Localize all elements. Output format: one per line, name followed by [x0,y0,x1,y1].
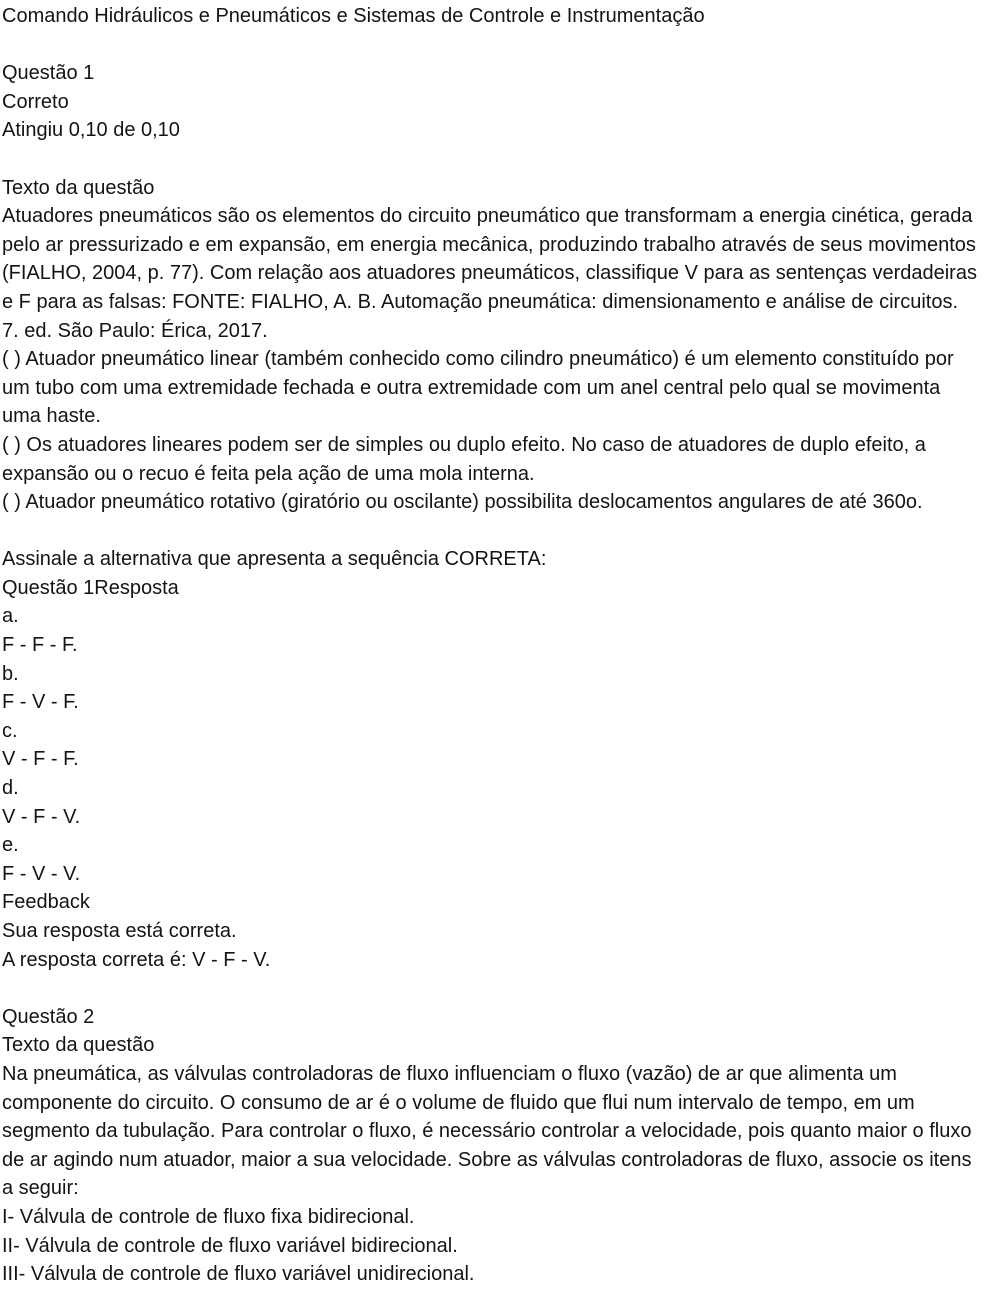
spacer [2,974,978,1003]
question-1-statement: ( ) Atuador pneumático rotativo (giratório ou oscilante) possibilita deslocamentos angulares de até 360o. [2,491,923,514]
question-1-heading: Questão 1 [2,62,95,85]
spacer [2,31,978,60]
course-title: Comando Hidráulicos e Pneumáticos e Sistemas de Controle e Instrumentação [2,5,705,27]
option-c-text[interactable]: V - F - F. [2,748,79,771]
question-1-intro: Atuadores pneumáticos são os elementos do circuito pneumático que transformam a energia cinética, gerada pelo ar pressurizado e em expansão, em energia mecânica, produzindo trabalho através de seus movimentos (FIALHO, 2004, p. 77). Com relação aos atuadores pneumáticos, classifique V para as sentenças verdadeiras e F para as falsas: FONTE: FIALHO, A. B. Automação pneumática: dimensionamento e análise de circuitos. 7. ed. São Paulo: Érica, 2017. [2,205,977,342]
option-a-letter[interactable]: a. [2,605,19,628]
spacer [2,145,978,174]
question-1-statement: ( ) Atuador pneumático linear (também conhecido como cilindro pneumático) é um elemento constituído por um tubo com uma extremidade fechada e outra extremidade com um anel central pelo qual se movimenta uma haste. [2,348,954,428]
question-1-text-label: Texto da questão [2,176,155,199]
question-1-prompt: Assinale a alternativa que apresenta a sequência CORRETA: [2,548,547,571]
feedback-result: Sua resposta está correta. [2,920,237,942]
question-2 [2,1003,978,1289]
option-e-letter[interactable]: e. [2,834,19,857]
question-2-text-label: Texto da questão [2,1034,155,1057]
option-e-text[interactable]: F - V - V. [2,862,81,885]
question-1-score: Atingiu 0,10 de 0,10 [2,119,180,142]
feedback-correct-answer: A resposta correta é: V - F - V. [2,948,271,971]
question-1-answer-label: Questão 1Resposta [2,576,179,599]
question-2-item: I- Válvula de controle de fluxo fixa bidirecional. [2,1205,415,1228]
question-1 [2,59,978,974]
option-c-letter[interactable]: c. [2,719,18,742]
option-a-text[interactable]: F - F - F. [2,634,78,657]
feedback-label: Feedback [2,891,90,914]
question-2-intro: Na pneumática, as válvulas controladoras de fluxo influenciam o fluxo (vazão) de ar que alimenta um componente do circuito. O consumo de ar é o volume de fluido que flui num intervalo de tempo, em um segmento da tubulação. Para controlar o fluxo, é necessário controlar a velocidade, pois quanto maior o fluxo de ar agindo num atuador, maior a sua velocidade. Sobre as válvulas controladoras de fluxo, associe os itens a seguir: [2,1062,972,1200]
question-1-status: Correto [2,90,69,113]
question-2-heading: Questão 2 [2,1005,95,1028]
question-2-item: III- Válvula de controle de fluxo variável unidirecional. [2,1263,475,1286]
question-2-item: II- Válvula de controle de fluxo variável bidirecional. [2,1234,458,1257]
answer-options [2,602,978,888]
spacer [2,517,978,546]
option-b-letter[interactable]: b. [2,662,19,685]
option-d-letter[interactable]: d. [2,777,19,800]
question-1-statement: ( ) Os atuadores lineares podem ser de simples ou duplo efeito. No caso de atuadores de duplo efeito, a expansão ou o recuo é feita pela ação de uma mola interna. [2,433,926,485]
option-b-text[interactable]: F - V - F. [2,691,79,714]
option-d-text[interactable]: V - F - V. [2,805,81,828]
